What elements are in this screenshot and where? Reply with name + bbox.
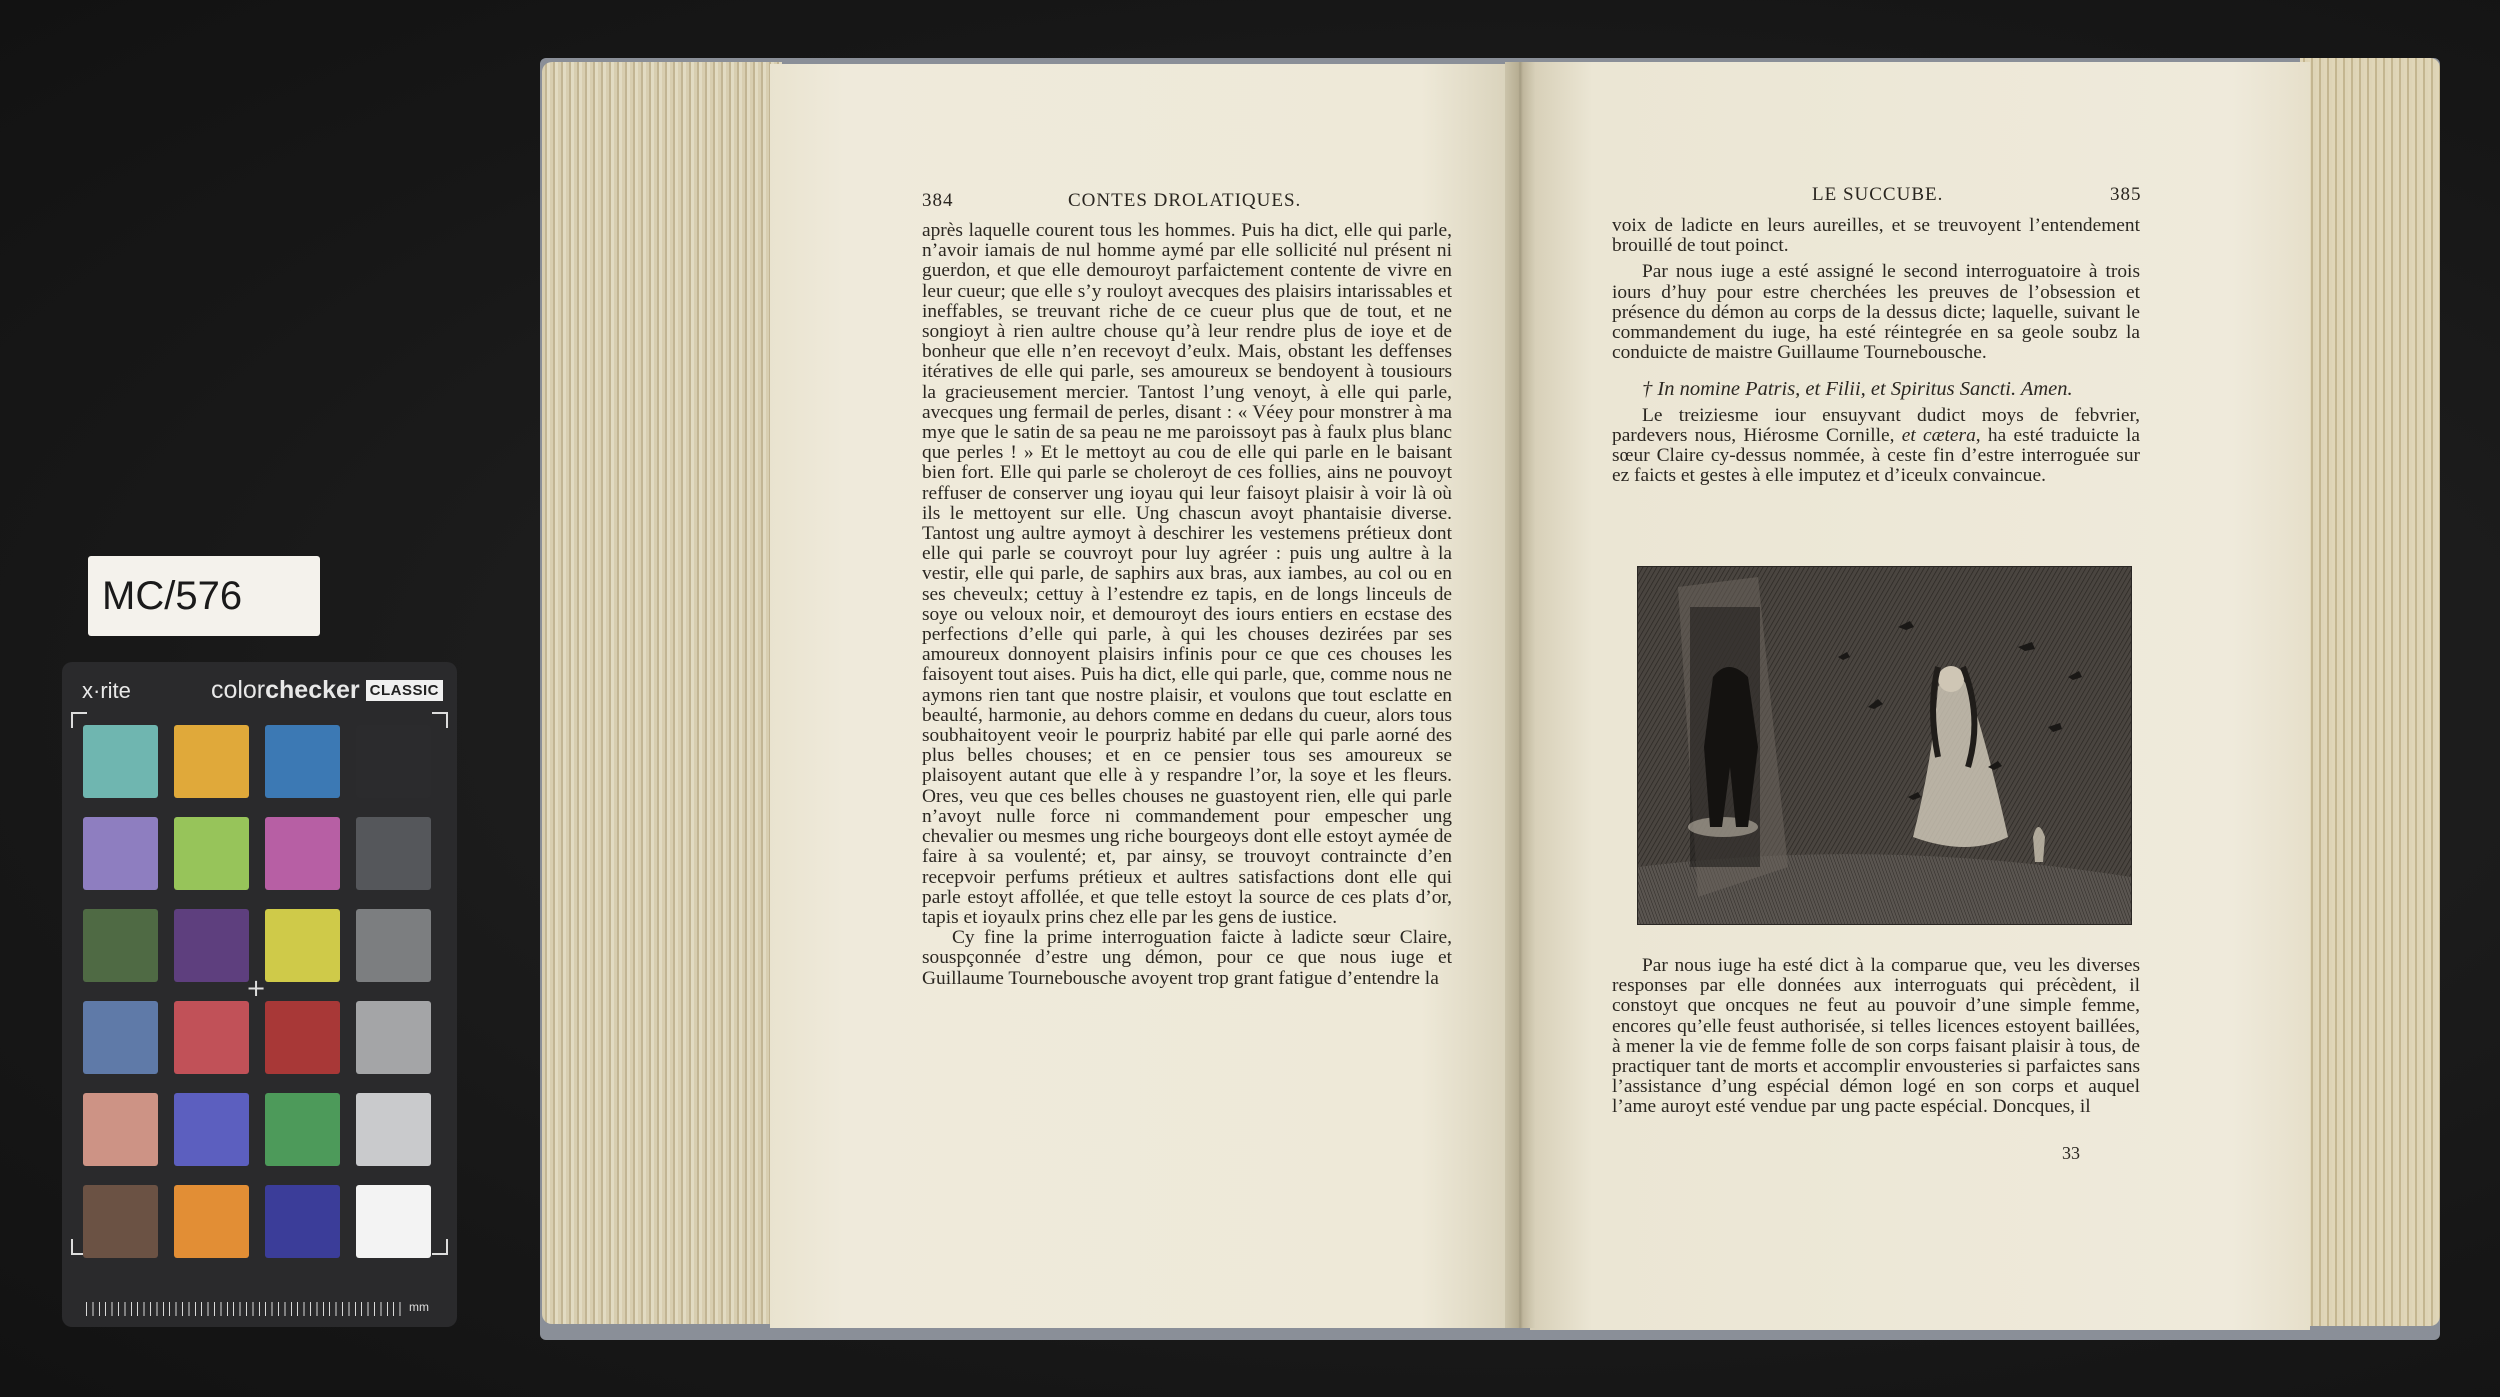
- left-paragraph: après laquelle courent tous les hommes. Puis ha dict, elle qui parle, n’avoir iamais de nul homme aymé par elle sollicité nul présent ni guerdon, et que elle demouroyt parfaictement contente de vivre en leur cueur; que elle s’y rouloyt avecques des plaisirs intarissables et ineffables, se treuvant riche de ce cueur plus que de tout, et ne songioyt à rien aultre chouse qu’à leur rendre plus de ioye et de bonheur que elle n’en recevoyt d’eulx. Mais, obstant les deffenses itératives de elle qui parle, ses amoureux se bendoyent à tousiours la gracieusement mercier. Tantost l’ung venoyt, à elle qui parle, avecques ung fermail de perles, disant : « Véey pour monstrer à ma mye que le satin de sa peau ne me paroissoyt pas à faulx plus blanc que perles ! » Et le mettoyt au cou de elle qui parle en le baisant bien fort. Elle qui parle se choleroyt de ces follies, ains ne pouvoyt reffuser de conserver ung ioyau qui leur faisoyt plaisir à voir là où ils le mettoyent sur elle. Ung chascun avoyt phantaisie diverse. Tantost ung aultre aymoyt à deschirer les vestemens prétieux dont elle qui parle se couvroyt pour luy agréer : puis ung aultre à la vestir, elle qui parle, de saphirs aux bras, aux iambes, au col ou en ses cheveulx; cettuy à l’estendre ez tapis, en de longs linceuls de soye ou veloux noir, et demouroyt des iours entiers en ecstase des perfections d’elle qui parle, à qui les chouses dezirées par ses amoureux donnoyent plaisirs infinis pour ce que ces chouses les faisoyent tout aises. Puis ha dict, elle qui parle, que, comme nous ne aymons rien tant que nostre plaisir, et voulons que tout esclatte en beaulté, harmonie, au dehors comme en dedans du cueur, alors tous soubhaitoyent veoir le pourpriz habité par elle qui parle aorné des plus belles chouses; et en ce pensier tous ses amoureux se plaisoyent autant que elle à y respandre l’or, la soye et les fleurs. Ores, veu que ces belles chouses ne guastoyent rien, elle qui parle n’avoyt nulle force ni commandement pour empescher ung chevalier ou mesmes ung riche bourgeoys dont elle estoyt aymée de faire à sa voulenté; et, par ainsy, se trouvoyt contraincte d’en recepvoir perfums prétieux et aultres satisfactions dont elle qui parle estoyt affollée, et que telle estoyt la source de ces plats d’or, tapis et ioyaulx prins chez elle par les gens de iustice.: [922, 220, 1452, 928]
- crosshair-icon: +: [246, 974, 267, 1002]
- brand-classic-badge: CLASSIC: [366, 680, 443, 701]
- page-edges-right: [2300, 58, 2440, 1326]
- ruler-unit: mm: [409, 1300, 429, 1314]
- color-swatch: [265, 1093, 340, 1166]
- color-swatch: [356, 1185, 431, 1258]
- registration-mark: [432, 712, 448, 728]
- invocation-line: † In nomine Patris, et Filii, et Spiritus Sancti. Amen.: [1642, 378, 2073, 401]
- color-swatch: [356, 909, 431, 982]
- colorchecker-brand: [211, 676, 443, 705]
- color-swatch: [83, 1001, 158, 1074]
- color-swatch: [83, 725, 158, 798]
- right-paragraph: Par nous iuge ha esté dict à la comparue que, veu les diverses responses par elle données aux interroguats qui précèdent, il constoyt que oncques ne feut au pouvoir d’une simple femme, encores qu’elle feust authorisée, si telles licences estoyent baillées, à mener la vie de femme folle de son corps faisant plaisir à tous, de practiquer tant de morts et accomplir envousteries si parfaictes sans l’assistance d’ung espécial démon logé en son corps et auquel l’ame auroyt esté vendue par ung pacte espécial. Doncques, il: [1612, 955, 2140, 1118]
- page-edges-left: [542, 62, 782, 1324]
- color-swatch: [265, 817, 340, 890]
- xrite-logo: [82, 678, 131, 704]
- color-swatch: [83, 817, 158, 890]
- engraving-illustration: [1637, 566, 2132, 925]
- right-paragraph: voix de ladicte en leurs aureilles, et se treuvoyent l’entendement brouillé de tout poinct.: [1612, 215, 2140, 257]
- right-page-text-top: [1612, 216, 2140, 486]
- color-swatch: [356, 1093, 431, 1166]
- color-swatch: [83, 1185, 158, 1258]
- brand-name-bold: checker: [265, 676, 360, 704]
- color-swatch: [265, 1001, 340, 1074]
- color-swatch: [265, 1185, 340, 1258]
- signature-mark: 33: [2062, 1143, 2080, 1163]
- right-paragraph-text: Le treiziesme iour ensuyvant dudict moys de febvrier, pardevers nous, Hiérosme Cornille,: [1612, 404, 2140, 446]
- right-paragraph: [1612, 406, 2140, 487]
- color-swatch: [356, 1001, 431, 1074]
- color-swatch: [265, 725, 340, 798]
- color-swatch: [174, 909, 249, 982]
- color-swatch: [174, 1001, 249, 1074]
- color-swatch: [356, 817, 431, 890]
- right-running-title: LE SUCCUBE.: [1812, 184, 1944, 205]
- color-swatch: [265, 909, 340, 982]
- left-paragraph: Cy fine la prime interroguation faicte à ladicte sœur Claire, souspçonnée d’estre ung démon, pour ce que nous iuge et Guillaume Tournebousche avoyent trop grant fatigue d’entendre la: [922, 927, 1452, 989]
- xrite-logo-text: x·rite: [82, 678, 131, 703]
- color-swatch: [174, 1185, 249, 1258]
- color-swatch: [356, 725, 431, 798]
- left-page-number: 384: [922, 190, 954, 211]
- color-checker-card: [62, 662, 457, 1327]
- right-page-number: 385: [2110, 184, 2142, 205]
- right-paragraph-italic: et cætera: [1901, 424, 1976, 446]
- right-paragraph-text: , ha esté traduicte la sœur Claire cy-dessus nommée, à ceste fin d’estre interroguée sur ez faicts et gestes à elle imputez et d’iceulx convaincue.: [1612, 424, 2140, 487]
- color-swatch: [174, 725, 249, 798]
- color-swatch: [174, 1093, 249, 1166]
- right-page-text-bottom: [1612, 956, 2140, 1118]
- right-paragraph: Par nous iuge a esté assigné le second interroguatoire à trois iours d’huy pour estre cherchées les preuves de l’obsession et présence du démon au corps de la dessus dicte; laquelle, suivant le commandement du iuge, ha esté réintegrée en sa geole soubz la conduicte de maistre Guillaume Tournebousche.: [1612, 261, 2140, 364]
- color-swatch: [83, 909, 158, 982]
- color-swatch: [83, 1093, 158, 1166]
- engraving-scene: [1638, 567, 2131, 924]
- left-running-title: CONTES DROLATIQUES.: [1068, 190, 1302, 211]
- book-gutter: [1505, 62, 1535, 1328]
- left-page-text: [922, 221, 1452, 989]
- brand-name-light: color: [210, 676, 266, 704]
- archive-label-text: MC/576: [102, 573, 243, 618]
- archive-label: [88, 556, 320, 636]
- mm-ruler: [86, 1302, 406, 1316]
- registration-mark: [432, 1239, 448, 1255]
- color-swatch: [174, 817, 249, 890]
